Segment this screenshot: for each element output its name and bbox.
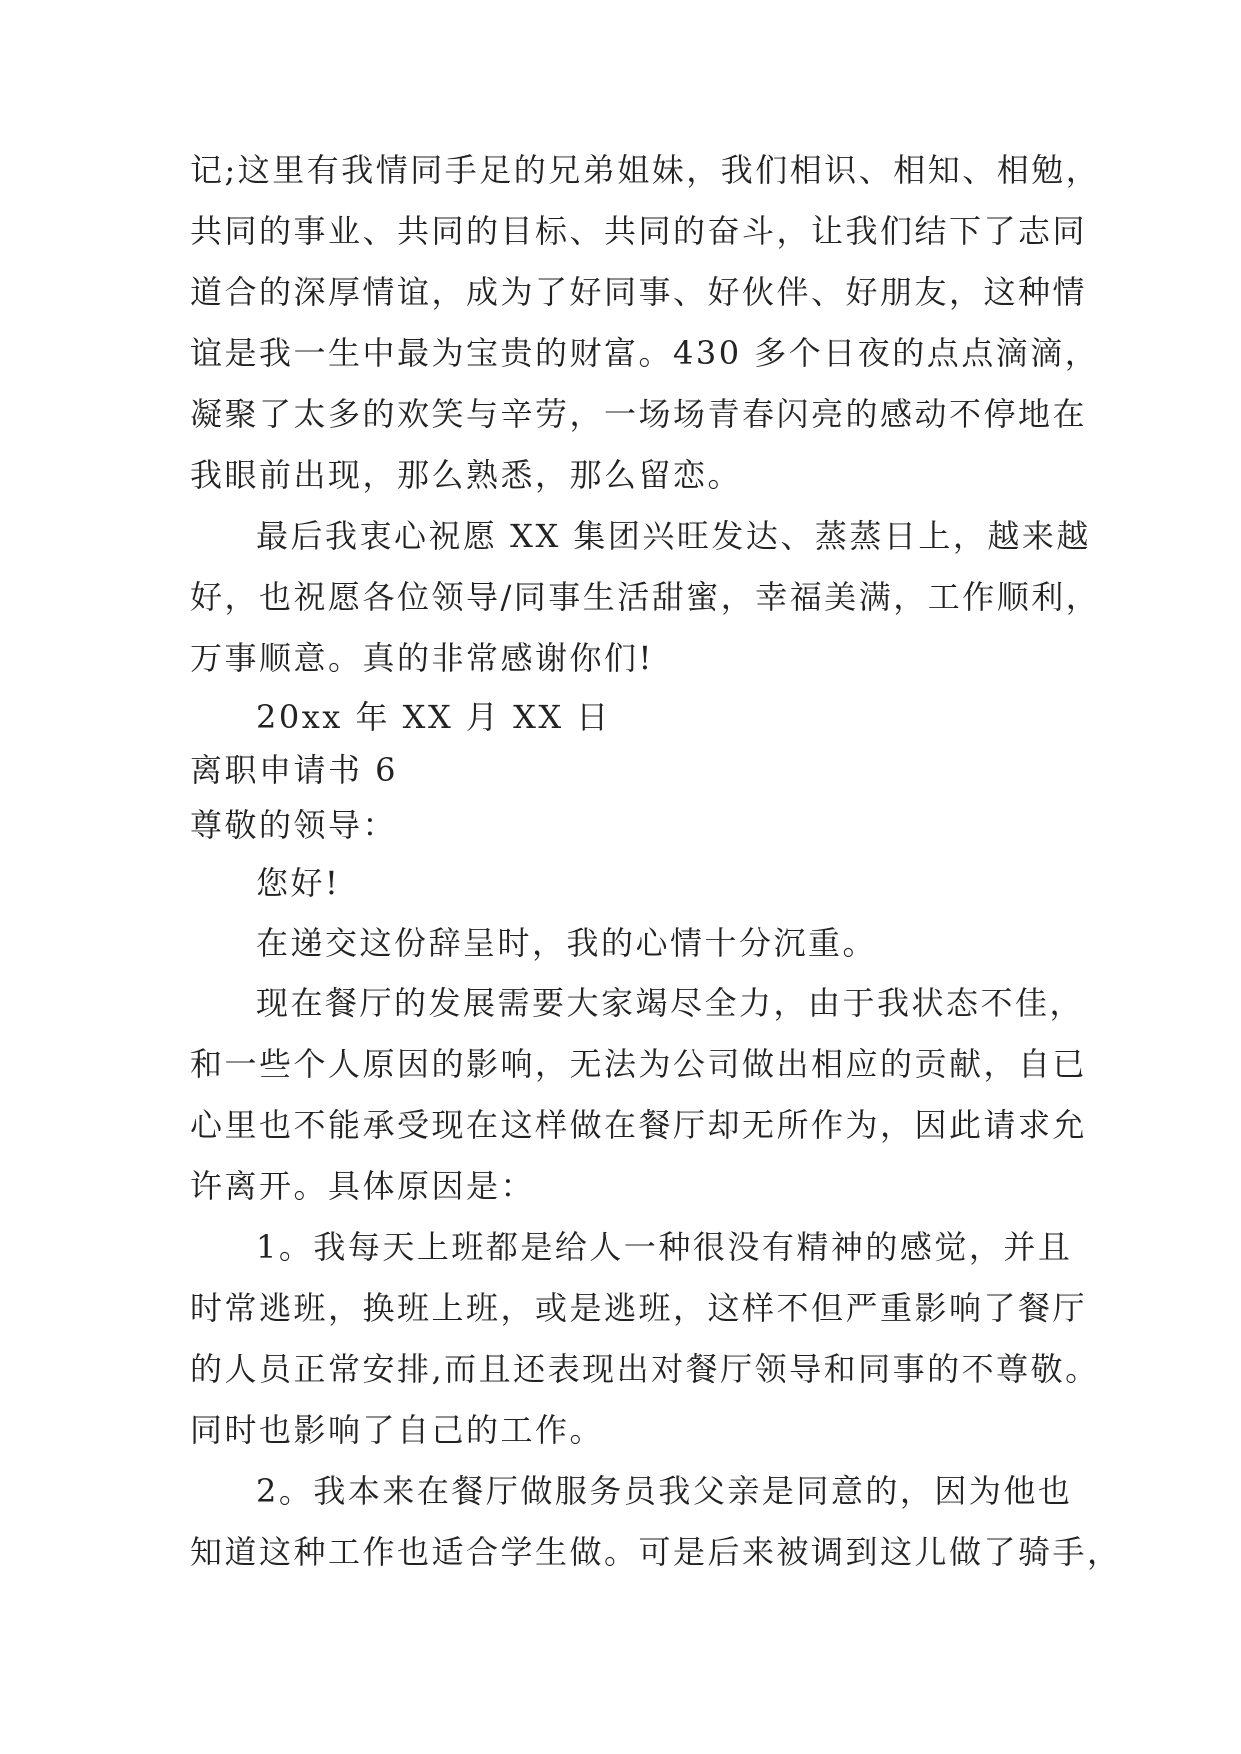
text-line-3: 道合的深厚情谊，成为了好同事、好伙伴、好朋友，这种情 [190, 273, 1088, 311]
date-line: 20xx 年 XX 月 XX 日 [256, 698, 611, 736]
text-line-16: 和一些个人原因的影响，无法为公司做出相应的贡献，自已 [190, 1045, 1088, 1083]
text-line-8: 好，也祝愿各位领导/同事生活甜蜜，幸福美满，工作顺利， [190, 578, 1101, 616]
text-line-6: 我眼前出现，那么熟悉，那么留恋。 [190, 456, 743, 494]
text-line-21: 的人员正常安排,而且还表现出对餐厅领导和同事的不尊敬。 [190, 1350, 1100, 1388]
text-line-14: 在递交这份辞呈时，我的心情十分沉重。 [256, 924, 878, 962]
text-line-7: 最后我衷心祝愿 XX 集团兴旺发达、蒸蒸日上，越来越 [256, 517, 1091, 555]
text-line-2: 共同的事业、共同的目标、共同的奋斗，让我们结下了志同 [190, 212, 1088, 250]
section-title: 离职申请书 6 [190, 751, 399, 789]
text-line-9: 万事顺意。真的非常感谢你们! [190, 639, 654, 677]
text-line-1: 记;这里有我情同手足的兄弟姐妹，我们相识、相知、相勉， [190, 151, 1101, 189]
text-line-18: 许离开。具体原因是： [190, 1167, 536, 1205]
text-line-19: 1。我每天上班都是给人一种很没有精神的感觉，并且 [256, 1228, 1073, 1266]
text-line-23: 2。我本来在餐厅做服务员我父亲是同意的，因为他也 [256, 1472, 1073, 1510]
greeting: 您好! [256, 864, 341, 902]
text-line-24: 知道这种工作也适合学生做。可是后来被调到这儿做了骑手， [190, 1533, 1122, 1571]
text-line-20: 时常逃班，换班上班，或是逃班，这样不但严重影响了餐厅 [190, 1289, 1088, 1327]
text-line-5: 凝聚了太多的欢笑与辛劳，一场场青春闪亮的感动不停地在 [190, 395, 1088, 433]
text-line-22: 同时也影响了自己的工作。 [190, 1411, 605, 1449]
text-line-17: 心里也不能承受现在这样做在餐厅却无所作为，因此请求允 [190, 1106, 1088, 1144]
text-line-15: 现在餐厅的发展需要大家竭尽全力，由于我状态不佳， [256, 984, 1085, 1022]
text-line-4: 谊是我一生中最为宝贵的财富。430 多个日夜的点点滴滴， [190, 334, 1100, 372]
salutation: 尊敬的领导： [190, 806, 398, 844]
